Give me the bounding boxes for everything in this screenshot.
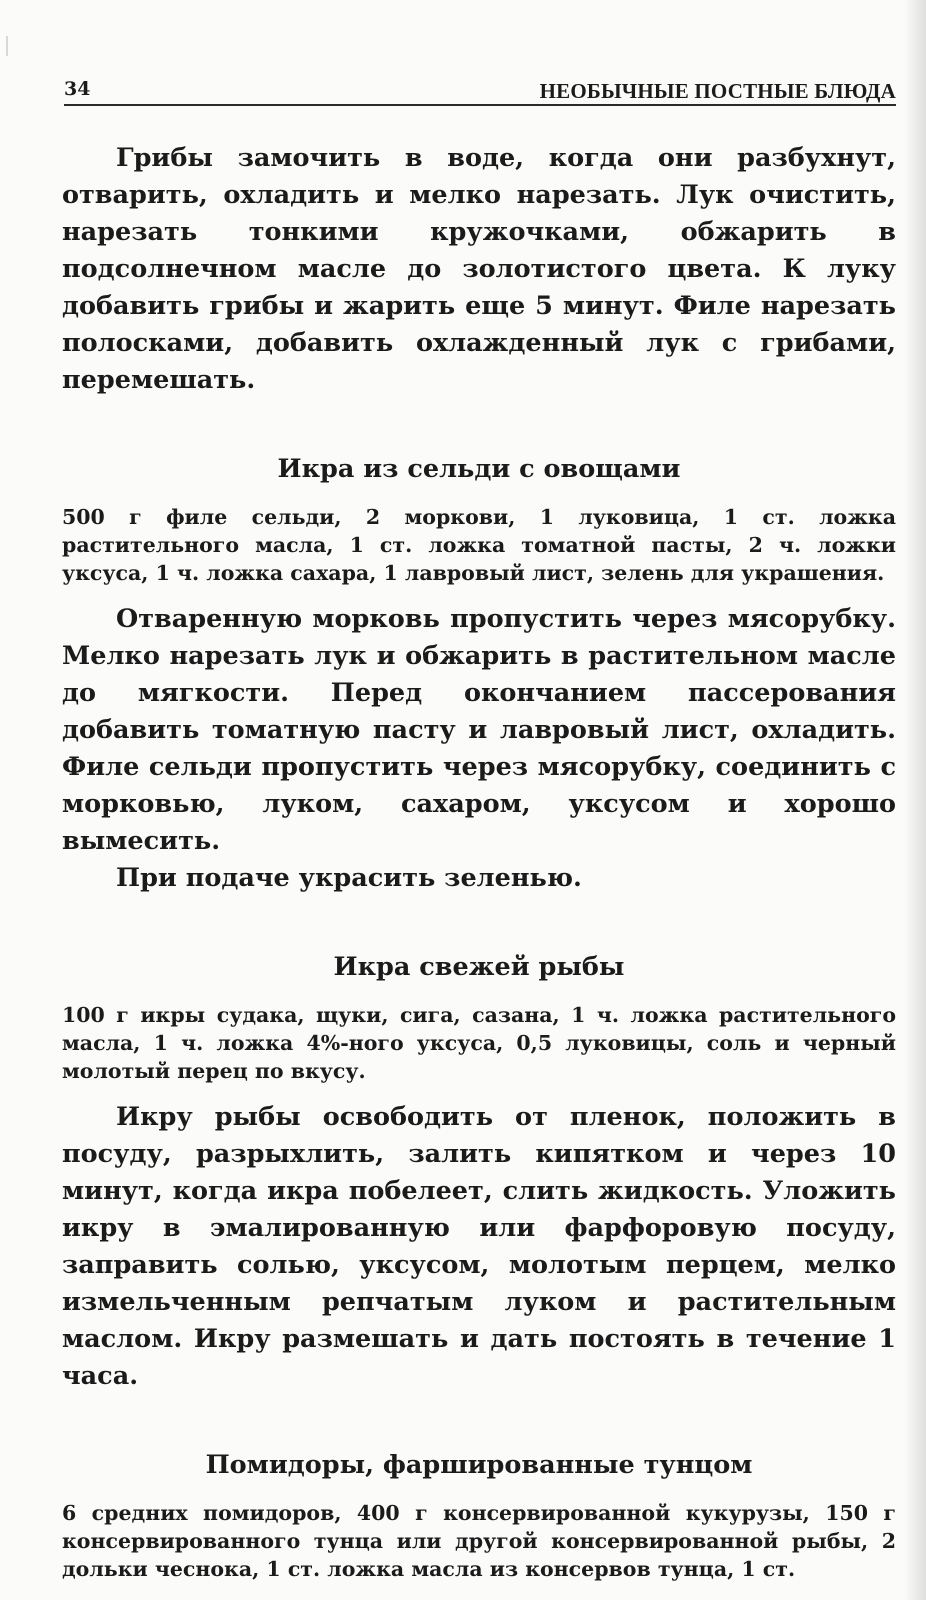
page-content <box>62 140 896 1583</box>
running-header <box>64 76 896 106</box>
intro-paragraph: Грибы замочить в воде, когда они разбухнут, отварить, охладить и мелко нарезать. Лук очистить, нарезать тонкими кружочками, обжарить в подсолнечном масле до золотистого цвета. К луку добавить грибы и жарить еще 5 минут. Филе нарезать полосками, добавить охлажденный лук с грибами, перемешать. <box>62 143 896 395</box>
page-gutter-shadow <box>904 0 926 1600</box>
recipe-title-herring-caviar: Икра из сельди с овощами <box>277 454 681 484</box>
section-title: НЕОБЫЧНЫЕ ПОСТНЫЕ БЛЮДА <box>539 79 896 103</box>
scan-margin-mark <box>6 36 8 56</box>
recipe-title-tuna-tomatoes: Помидоры, фаршированные тунцом <box>205 1450 753 1480</box>
steps-herring-caviar-2: При подаче украсить зеленью. <box>116 863 582 893</box>
ingredients-tuna-tomatoes: 6 средних помидоров, 400 г консервированной кукурузы, 150 г консервированного тунца или другой консервированной рыбы, 2 дольки чеснока, 1 ст. ложка масла из консервов тунца, 1 ст. <box>62 1501 896 1581</box>
steps-fresh-fish-roe-1: Икру рыбы освободить от пленок, положить в посуду, разрыхлить, залить кипятком и через 10 минут, когда икра побелеет, слить жидкость. Уложить икру в эмалированную или фарфоровую посуду, заправить солью, уксусом, молотым перцем, мелко измельченным репчатым луком и растительным маслом. Икру размешать и дать постоять в течение 1 часа. <box>62 1102 896 1391</box>
ingredients-herring-caviar: 500 г филе сельди, 2 моркови, 1 луковица, 1 ст. ложка растительного масла, 1 ст. ложка томатной пасты, 2 ч. ложки уксуса, 1 ч. ложка сахара, 1 лавровый лист, зелень для украшения. <box>62 505 896 585</box>
ingredients-fresh-fish-roe: 100 г икры судака, щуки, сига, сазана, 1 ч. ложка растительного масла, 1 ч. ложка 4%-ного уксуса, 0,5 луковицы, соль и черный молотый перец по вкусу. <box>62 1003 896 1083</box>
page-number: 34 <box>64 78 91 100</box>
steps-herring-caviar-1: Отваренную морковь пропустить через мясорубку. Мелко нарезать лук и обжарить в растительном масле до мягкости. Перед окончанием пассерования добавить томатную пасту и лавровый лист, охладить. Филе сельди пропустить через мясорубку, соединить с морковью, луком, сахаром, уксусом и хорошо вымесить. <box>62 604 896 856</box>
recipe-title-fresh-fish-roe: Икра свежей рыбы <box>333 952 625 982</box>
